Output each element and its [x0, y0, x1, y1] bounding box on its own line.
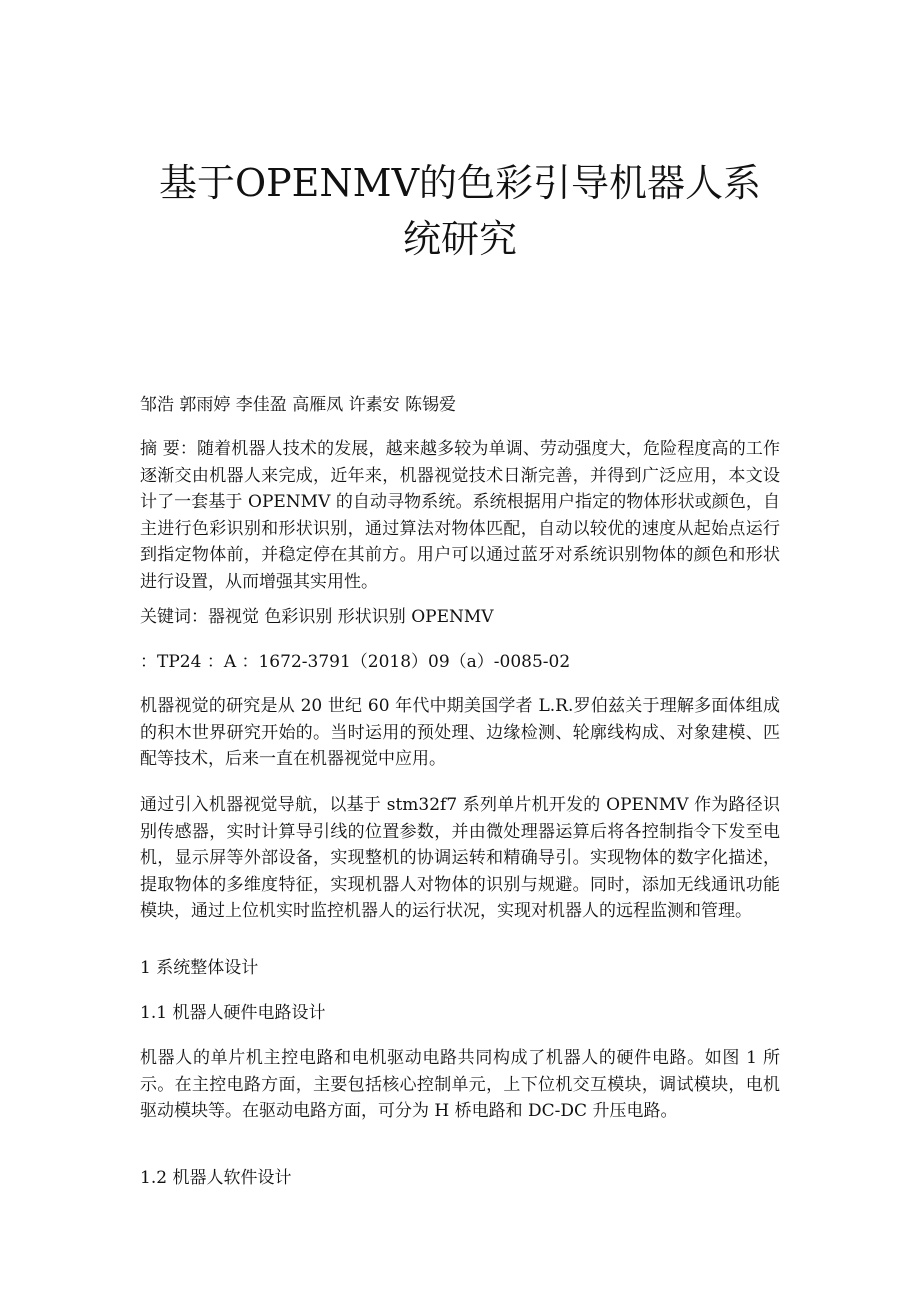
abstract-paragraph: 摘 要：随着机器人技术的发展，越来越多较为单调、劳动强度大，危险程度高的工作逐渐交由机器人来完成，近年来，机器视觉技术日渐完善，并得到广泛应用，本文设计了一套基于 OPENMV 的自动寻物系统。系统根据用户指定的物体形状或颜色，自主进行色彩识别和形状识别，通过算法对物体匹配，自动以较优的速度从起始点运行到指定物体前，并稳定停在其前方。用户可以通过蓝牙对系统识别物体的颜色和形状进行设置，从而增强其实用性。: [140, 439, 780, 592]
subsection-heading-1-1: 1.1 机器人硬件电路设计: [140, 1003, 326, 1023]
section-heading-1: 1 系统整体设计: [140, 958, 259, 978]
classification-line: ：TP24 ：A ：1672-3791（2018）09（a）-0085-02: [140, 652, 571, 672]
subsection-heading-1-2: 1.2 机器人软件设计: [140, 1168, 292, 1188]
body-paragraph-1: 机器视觉的研究是从 20 世纪 60 年代中期美国学者 L.R.罗伯兹关于理解多面体组成的积木世界研究开始的。当时运用的预处理、边缘检测、轮廓线构成、对象建模、匹配等技术，后来一直在机器视觉中应用。: [140, 696, 780, 769]
authors-line: 邹浩 郭雨婷 李佳盈 高雁凤 许素安 陈锡爱: [140, 395, 457, 415]
document-title: 基于OPENMV的色彩引导机器人系统研究: [158, 161, 762, 261]
subsection-1-1-body: 机器人的单片机主控电路和电机驱动电路共同构成了机器人的硬件电路。如图 1 所示。在主控电路方面，主要包括核心控制单元，上下位机交互模块，调试模块，电机驱动模块等。在驱动电路方面，可分为 H 桥电路和 DC-DC 升压电路。: [140, 1048, 780, 1121]
body-paragraph-2: 通过引入机器视觉导航，以基于 stm32f7 系列单片机开发的 OPENMV 作为路径识别传感器，实时计算导引线的位置参数，并由微处理器运算后将各控制指令下发至电机，显示屏等外部设备，实现整机的协调运转和精确导引。实现物体的数字化描述，提取物体的多维度特征，实现机器人对物体的识别与规避。同时，添加无线通讯功能模块，通过上位机实时监控机器人的运行状况，实现对机器人的远程监测和管理。: [140, 795, 780, 921]
keywords-line: 关键词：器视觉 色彩识别 形状识别 OPENMV: [140, 607, 494, 627]
